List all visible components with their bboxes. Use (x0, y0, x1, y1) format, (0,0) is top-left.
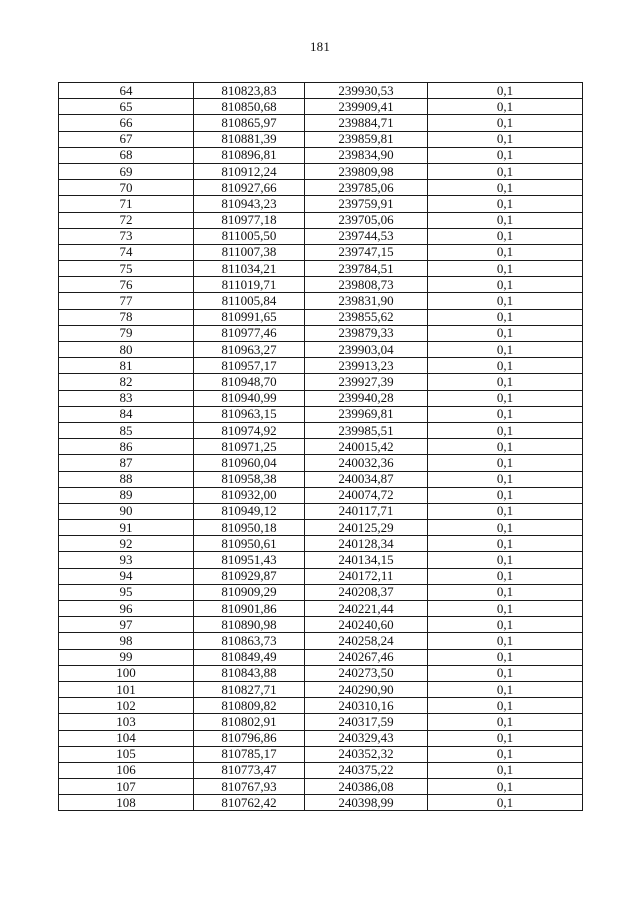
cell-y-coordinate: 240128,34 (305, 536, 428, 552)
cell-value: 0,1 (428, 730, 583, 746)
cell-x-coordinate: 810977,18 (194, 212, 305, 228)
cell-x-coordinate: 810850,68 (194, 99, 305, 115)
cell-value: 0,1 (428, 374, 583, 390)
table-row (59, 455, 583, 471)
cell-point-number: 102 (59, 698, 194, 714)
cell-value: 0,1 (428, 228, 583, 244)
cell-x-coordinate: 810977,46 (194, 325, 305, 341)
cell-value: 0,1 (428, 665, 583, 681)
cell-value: 0,1 (428, 746, 583, 762)
cell-point-number: 66 (59, 115, 194, 131)
cell-y-coordinate: 240375,22 (305, 762, 428, 778)
cell-x-coordinate: 810958,38 (194, 471, 305, 487)
table-row (59, 617, 583, 633)
cell-value: 0,1 (428, 358, 583, 374)
cell-y-coordinate: 240329,43 (305, 730, 428, 746)
table-row (59, 520, 583, 536)
cell-y-coordinate: 239879,33 (305, 325, 428, 341)
table-row (59, 649, 583, 665)
cell-y-coordinate: 239855,62 (305, 309, 428, 325)
cell-point-number: 91 (59, 520, 194, 536)
cell-x-coordinate: 811019,71 (194, 277, 305, 293)
table-row (59, 196, 583, 212)
table-row (59, 633, 583, 649)
cell-value: 0,1 (428, 277, 583, 293)
cell-point-number: 70 (59, 180, 194, 196)
cell-x-coordinate: 810767,93 (194, 779, 305, 795)
table-row (59, 325, 583, 341)
table-body (59, 83, 583, 811)
cell-y-coordinate: 240208,37 (305, 584, 428, 600)
cell-y-coordinate: 239909,41 (305, 99, 428, 115)
cell-value: 0,1 (428, 552, 583, 568)
cell-y-coordinate: 239884,71 (305, 115, 428, 131)
cell-point-number: 104 (59, 730, 194, 746)
cell-value: 0,1 (428, 681, 583, 697)
cell-point-number: 94 (59, 568, 194, 584)
cell-value: 0,1 (428, 714, 583, 730)
table-row (59, 390, 583, 406)
table-row (59, 779, 583, 795)
cell-y-coordinate: 239759,91 (305, 196, 428, 212)
table-row (59, 584, 583, 600)
cell-point-number: 100 (59, 665, 194, 681)
cell-x-coordinate: 810865,97 (194, 115, 305, 131)
cell-x-coordinate: 810827,71 (194, 681, 305, 697)
cell-x-coordinate: 810843,88 (194, 665, 305, 681)
cell-x-coordinate: 810929,87 (194, 568, 305, 584)
cell-value: 0,1 (428, 520, 583, 536)
page-number: 181 (309, 39, 331, 54)
table-row (59, 422, 583, 438)
cell-point-number: 73 (59, 228, 194, 244)
cell-y-coordinate: 240240,60 (305, 617, 428, 633)
cell-x-coordinate: 810890,98 (194, 617, 305, 633)
cell-y-coordinate: 240258,24 (305, 633, 428, 649)
cell-x-coordinate: 810901,86 (194, 601, 305, 617)
cell-value: 0,1 (428, 99, 583, 115)
cell-value: 0,1 (428, 617, 583, 633)
cell-x-coordinate: 810943,23 (194, 196, 305, 212)
cell-y-coordinate: 240134,15 (305, 552, 428, 568)
cell-value: 0,1 (428, 244, 583, 260)
table-row (59, 406, 583, 422)
cell-point-number: 74 (59, 244, 194, 260)
cell-point-number: 99 (59, 649, 194, 665)
table-row (59, 83, 583, 99)
cell-y-coordinate: 239903,04 (305, 342, 428, 358)
cell-point-number: 89 (59, 487, 194, 503)
cell-x-coordinate: 811007,38 (194, 244, 305, 260)
cell-y-coordinate: 239927,39 (305, 374, 428, 390)
cell-point-number: 75 (59, 261, 194, 277)
cell-y-coordinate: 240074,72 (305, 487, 428, 503)
table-row (59, 244, 583, 260)
cell-value: 0,1 (428, 342, 583, 358)
cell-value: 0,1 (428, 439, 583, 455)
cell-value: 0,1 (428, 698, 583, 714)
cell-point-number: 106 (59, 762, 194, 778)
table-row (59, 503, 583, 519)
cell-y-coordinate: 240015,42 (305, 439, 428, 455)
cell-x-coordinate: 810963,15 (194, 406, 305, 422)
cell-point-number: 79 (59, 325, 194, 341)
table-row (59, 309, 583, 325)
cell-point-number: 84 (59, 406, 194, 422)
cell-value: 0,1 (428, 779, 583, 795)
cell-point-number: 96 (59, 601, 194, 617)
cell-x-coordinate: 810796,86 (194, 730, 305, 746)
cell-value: 0,1 (428, 163, 583, 179)
cell-y-coordinate: 240398,99 (305, 795, 428, 811)
cell-x-coordinate: 810849,49 (194, 649, 305, 665)
cell-y-coordinate: 239913,23 (305, 358, 428, 374)
cell-point-number: 72 (59, 212, 194, 228)
cell-y-coordinate: 239808,73 (305, 277, 428, 293)
table-row (59, 762, 583, 778)
cell-x-coordinate: 810927,66 (194, 180, 305, 196)
cell-value: 0,1 (428, 503, 583, 519)
table-row (59, 293, 583, 309)
table-row (59, 374, 583, 390)
cell-value: 0,1 (428, 390, 583, 406)
cell-x-coordinate: 810881,39 (194, 131, 305, 147)
cell-y-coordinate: 239930,53 (305, 83, 428, 99)
cell-value: 0,1 (428, 83, 583, 99)
cell-point-number: 77 (59, 293, 194, 309)
cell-point-number: 64 (59, 83, 194, 99)
table-row (59, 552, 583, 568)
cell-y-coordinate: 240267,46 (305, 649, 428, 665)
table-row (59, 115, 583, 131)
cell-point-number: 107 (59, 779, 194, 795)
cell-point-number: 83 (59, 390, 194, 406)
table-row (59, 746, 583, 762)
table-row (59, 487, 583, 503)
cell-y-coordinate: 239969,81 (305, 406, 428, 422)
cell-value: 0,1 (428, 212, 583, 228)
table-row (59, 665, 583, 681)
cell-point-number: 86 (59, 439, 194, 455)
cell-y-coordinate: 239705,06 (305, 212, 428, 228)
cell-point-number: 78 (59, 309, 194, 325)
table-row (59, 698, 583, 714)
table-row (59, 536, 583, 552)
cell-x-coordinate: 810971,25 (194, 439, 305, 455)
cell-value: 0,1 (428, 147, 583, 163)
table-row (59, 730, 583, 746)
cell-y-coordinate: 239859,81 (305, 131, 428, 147)
table-row (59, 212, 583, 228)
cell-y-coordinate: 240221,44 (305, 601, 428, 617)
cell-x-coordinate: 810773,47 (194, 762, 305, 778)
cell-x-coordinate: 810974,92 (194, 422, 305, 438)
cell-point-number: 68 (59, 147, 194, 163)
table-row (59, 471, 583, 487)
cell-point-number: 101 (59, 681, 194, 697)
cell-value: 0,1 (428, 795, 583, 811)
cell-value: 0,1 (428, 309, 583, 325)
cell-value: 0,1 (428, 325, 583, 341)
cell-value: 0,1 (428, 131, 583, 147)
cell-x-coordinate: 810991,65 (194, 309, 305, 325)
cell-y-coordinate: 240386,08 (305, 779, 428, 795)
cell-value: 0,1 (428, 471, 583, 487)
cell-point-number: 103 (59, 714, 194, 730)
cell-y-coordinate: 240172,11 (305, 568, 428, 584)
cell-value: 0,1 (428, 584, 583, 600)
cell-point-number: 76 (59, 277, 194, 293)
cell-y-coordinate: 239940,28 (305, 390, 428, 406)
cell-x-coordinate: 810951,43 (194, 552, 305, 568)
cell-value: 0,1 (428, 649, 583, 665)
cell-value: 0,1 (428, 568, 583, 584)
cell-y-coordinate: 240034,87 (305, 471, 428, 487)
cell-point-number: 98 (59, 633, 194, 649)
table-row (59, 714, 583, 730)
cell-y-coordinate: 239744,53 (305, 228, 428, 244)
cell-point-number: 92 (59, 536, 194, 552)
cell-y-coordinate: 239834,90 (305, 147, 428, 163)
cell-value: 0,1 (428, 487, 583, 503)
cell-value: 0,1 (428, 762, 583, 778)
table-row (59, 147, 583, 163)
cell-value: 0,1 (428, 180, 583, 196)
cell-point-number: 97 (59, 617, 194, 633)
cell-point-number: 90 (59, 503, 194, 519)
table-row (59, 180, 583, 196)
cell-value: 0,1 (428, 633, 583, 649)
cell-point-number: 87 (59, 455, 194, 471)
cell-x-coordinate: 810957,17 (194, 358, 305, 374)
cell-x-coordinate: 810960,04 (194, 455, 305, 471)
table-row (59, 99, 583, 115)
cell-point-number: 85 (59, 422, 194, 438)
cell-y-coordinate: 239985,51 (305, 422, 428, 438)
cell-y-coordinate: 239809,98 (305, 163, 428, 179)
cell-point-number: 65 (59, 99, 194, 115)
cell-point-number: 88 (59, 471, 194, 487)
cell-x-coordinate: 811005,84 (194, 293, 305, 309)
cell-x-coordinate: 810762,42 (194, 795, 305, 811)
cell-point-number: 95 (59, 584, 194, 600)
table-row (59, 568, 583, 584)
cell-point-number: 81 (59, 358, 194, 374)
cell-x-coordinate: 810950,18 (194, 520, 305, 536)
cell-y-coordinate: 240125,29 (305, 520, 428, 536)
table-row (59, 261, 583, 277)
cell-y-coordinate: 239784,51 (305, 261, 428, 277)
table-row (59, 795, 583, 811)
table-row (59, 342, 583, 358)
cell-x-coordinate: 810912,24 (194, 163, 305, 179)
cell-value: 0,1 (428, 196, 583, 212)
cell-x-coordinate: 810863,73 (194, 633, 305, 649)
table-row (59, 163, 583, 179)
coordinates-table (58, 82, 583, 811)
cell-x-coordinate: 810809,82 (194, 698, 305, 714)
table-row (59, 358, 583, 374)
cell-point-number: 69 (59, 163, 194, 179)
cell-point-number: 108 (59, 795, 194, 811)
cell-y-coordinate: 240032,36 (305, 455, 428, 471)
cell-y-coordinate: 240310,16 (305, 698, 428, 714)
cell-value: 0,1 (428, 261, 583, 277)
table-row (59, 439, 583, 455)
cell-x-coordinate: 810950,61 (194, 536, 305, 552)
cell-x-coordinate: 810963,27 (194, 342, 305, 358)
cell-x-coordinate: 810932,00 (194, 487, 305, 503)
cell-y-coordinate: 239785,06 (305, 180, 428, 196)
table-row (59, 131, 583, 147)
cell-y-coordinate: 240290,90 (305, 681, 428, 697)
cell-point-number: 67 (59, 131, 194, 147)
cell-x-coordinate: 810909,29 (194, 584, 305, 600)
cell-x-coordinate: 810785,17 (194, 746, 305, 762)
cell-y-coordinate: 240273,50 (305, 665, 428, 681)
cell-y-coordinate: 240117,71 (305, 503, 428, 519)
table-row (59, 681, 583, 697)
table-row (59, 601, 583, 617)
cell-point-number: 80 (59, 342, 194, 358)
cell-value: 0,1 (428, 455, 583, 471)
cell-x-coordinate: 810823,83 (194, 83, 305, 99)
table-row (59, 228, 583, 244)
cell-y-coordinate: 240352,32 (305, 746, 428, 762)
cell-point-number: 82 (59, 374, 194, 390)
cell-point-number: 105 (59, 746, 194, 762)
cell-value: 0,1 (428, 422, 583, 438)
cell-y-coordinate: 239831,90 (305, 293, 428, 309)
cell-value: 0,1 (428, 293, 583, 309)
cell-x-coordinate: 811034,21 (194, 261, 305, 277)
cell-x-coordinate: 811005,50 (194, 228, 305, 244)
cell-x-coordinate: 810940,99 (194, 390, 305, 406)
cell-x-coordinate: 810948,70 (194, 374, 305, 390)
cell-x-coordinate: 810949,12 (194, 503, 305, 519)
cell-x-coordinate: 810802,91 (194, 714, 305, 730)
cell-x-coordinate: 810896,81 (194, 147, 305, 163)
cell-value: 0,1 (428, 406, 583, 422)
cell-y-coordinate: 239747,15 (305, 244, 428, 260)
cell-value: 0,1 (428, 115, 583, 131)
cell-value: 0,1 (428, 601, 583, 617)
cell-point-number: 93 (59, 552, 194, 568)
cell-y-coordinate: 240317,59 (305, 714, 428, 730)
table-row (59, 277, 583, 293)
cell-point-number: 71 (59, 196, 194, 212)
cell-value: 0,1 (428, 536, 583, 552)
